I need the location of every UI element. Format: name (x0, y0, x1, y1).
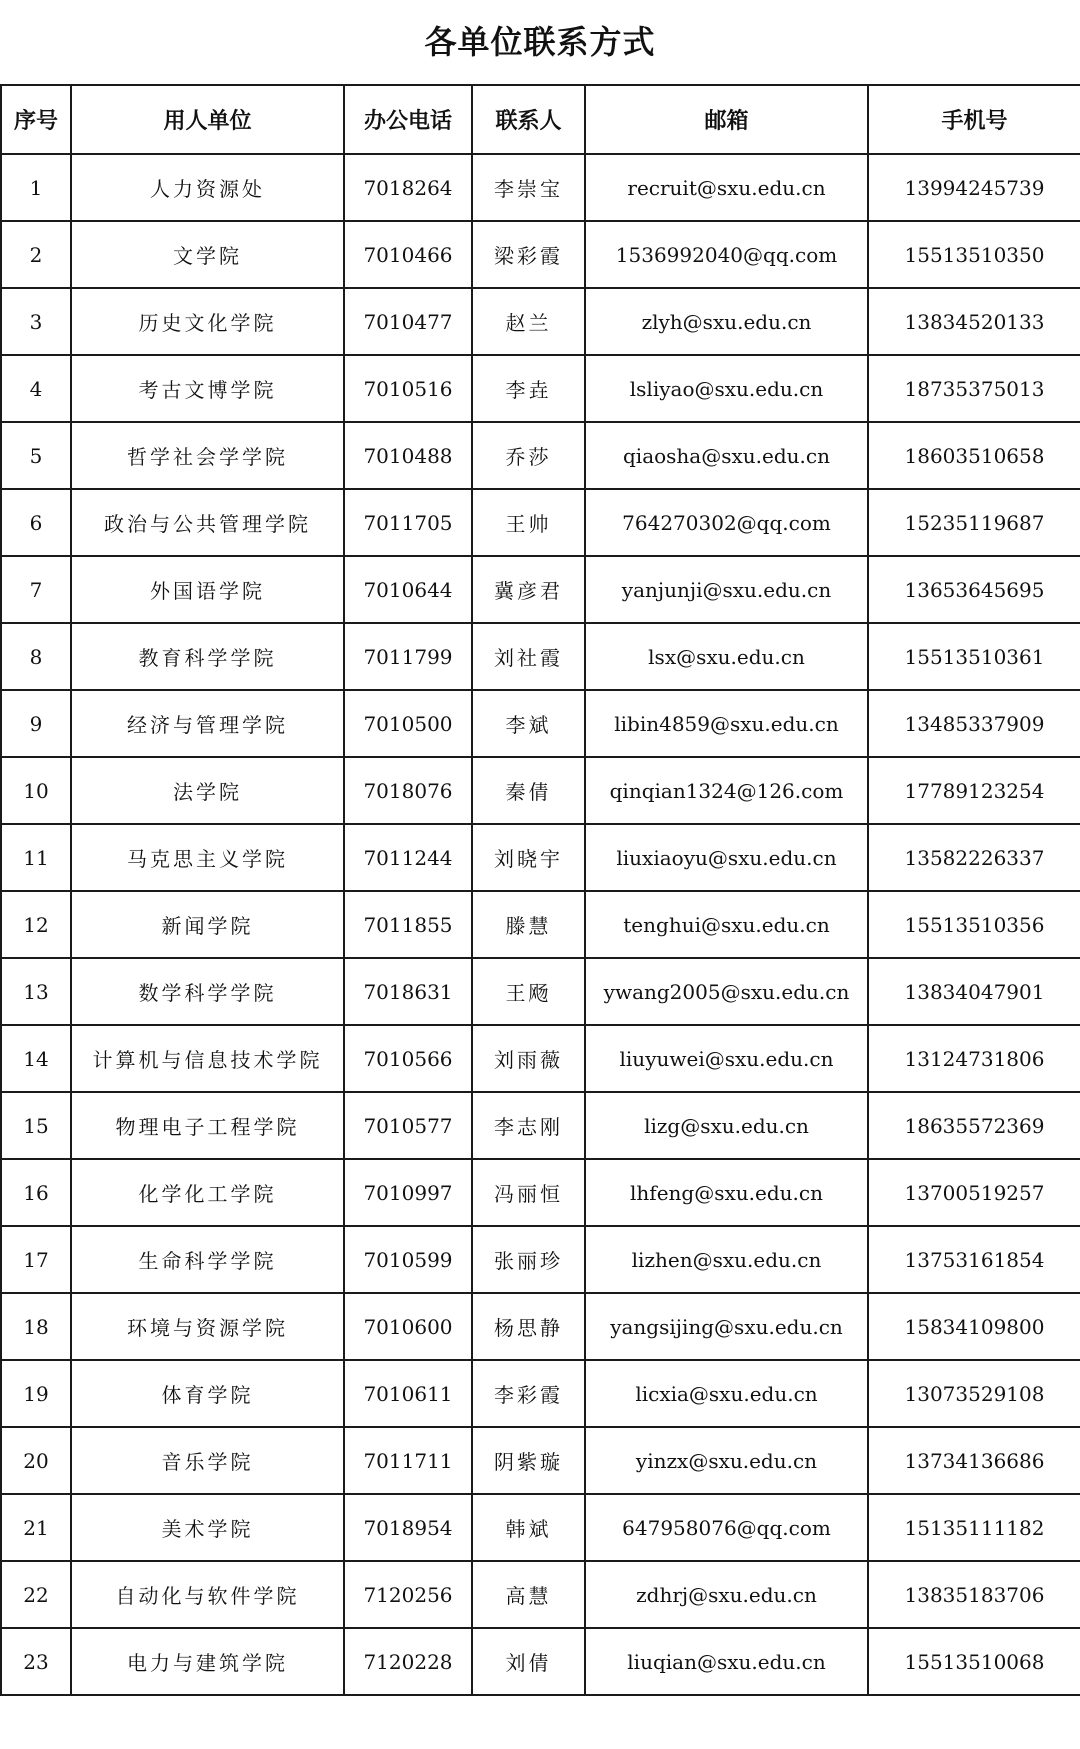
cell-email: tenghui@sxu.edu.cn (585, 891, 868, 958)
cell-mobile: 15513510350 (868, 221, 1080, 288)
cell-mobile: 15513510361 (868, 623, 1080, 690)
cell-email: libin4859@sxu.edu.cn (585, 690, 868, 757)
page-title: 各单位联系方式 (424, 23, 656, 61)
table-row (1, 154, 1080, 221)
cell-unit: 考古文博学院 (71, 355, 344, 422)
cell-contact: 李志刚 (472, 1092, 585, 1159)
cell-office-phone: 7010644 (344, 556, 472, 623)
cell-mobile: 18635572369 (868, 1092, 1080, 1159)
cell-office-phone: 7010611 (344, 1360, 472, 1427)
cell-contact: 冯丽恒 (472, 1159, 585, 1226)
cell-office-phone: 7120256 (344, 1561, 472, 1628)
cell-index: 8 (1, 623, 71, 690)
column-header-contact: 联系人 (472, 85, 585, 154)
cell-unit: 文学院 (71, 221, 344, 288)
table-row (1, 355, 1080, 422)
cell-contact: 阴紫璇 (472, 1427, 585, 1494)
cell-email: 764270302@qq.com (585, 489, 868, 556)
cell-mobile: 15834109800 (868, 1293, 1080, 1360)
table-row (1, 422, 1080, 489)
cell-unit: 物理电子工程学院 (71, 1092, 344, 1159)
cell-unit: 化学化工学院 (71, 1159, 344, 1226)
cell-index: 14 (1, 1025, 71, 1092)
table-row (1, 1293, 1080, 1360)
column-header-unit: 用人单位 (71, 85, 344, 154)
cell-contact: 王飏 (472, 958, 585, 1025)
cell-email: lhfeng@sxu.edu.cn (585, 1159, 868, 1226)
column-header-email: 邮箱 (585, 85, 868, 154)
cell-office-phone: 7010466 (344, 221, 472, 288)
table-row (1, 690, 1080, 757)
cell-office-phone: 7010566 (344, 1025, 472, 1092)
cell-mobile: 13653645695 (868, 556, 1080, 623)
table-row (1, 1226, 1080, 1293)
cell-email: 647958076@qq.com (585, 1494, 868, 1561)
table-row (1, 1494, 1080, 1561)
cell-contact: 刘倩 (472, 1628, 585, 1695)
cell-email: qiaosha@sxu.edu.cn (585, 422, 868, 489)
table-row (1, 1427, 1080, 1494)
cell-unit: 电力与建筑学院 (71, 1628, 344, 1695)
cell-contact: 乔莎 (472, 422, 585, 489)
cell-mobile: 18735375013 (868, 355, 1080, 422)
cell-index: 11 (1, 824, 71, 891)
cell-contact: 滕慧 (472, 891, 585, 958)
cell-office-phone: 7018264 (344, 154, 472, 221)
cell-email: yangsijing@sxu.edu.cn (585, 1293, 868, 1360)
cell-email: zdhrj@sxu.edu.cn (585, 1561, 868, 1628)
cell-index: 9 (1, 690, 71, 757)
table-row (1, 891, 1080, 958)
cell-mobile: 18603510658 (868, 422, 1080, 489)
cell-contact: 秦倩 (472, 757, 585, 824)
cell-office-phone: 7018954 (344, 1494, 472, 1561)
cell-unit: 人力资源处 (71, 154, 344, 221)
cell-office-phone: 7010577 (344, 1092, 472, 1159)
cell-index: 3 (1, 288, 71, 355)
cell-index: 20 (1, 1427, 71, 1494)
cell-index: 13 (1, 958, 71, 1025)
cell-index: 15 (1, 1092, 71, 1159)
table-row (1, 1092, 1080, 1159)
cell-index: 2 (1, 221, 71, 288)
cell-email: liuyuwei@sxu.edu.cn (585, 1025, 868, 1092)
cell-email: licxia@sxu.edu.cn (585, 1360, 868, 1427)
cell-mobile: 13485337909 (868, 690, 1080, 757)
cell-unit: 新闻学院 (71, 891, 344, 958)
cell-office-phone: 7010500 (344, 690, 472, 757)
cell-mobile: 13582226337 (868, 824, 1080, 891)
cell-unit: 体育学院 (71, 1360, 344, 1427)
cell-mobile: 15135111182 (868, 1494, 1080, 1561)
cell-index: 17 (1, 1226, 71, 1293)
table-row (1, 824, 1080, 891)
cell-mobile: 15235119687 (868, 489, 1080, 556)
cell-unit: 环境与资源学院 (71, 1293, 344, 1360)
cell-unit: 历史文化学院 (71, 288, 344, 355)
cell-office-phone: 7011244 (344, 824, 472, 891)
cell-email: lizhen@sxu.edu.cn (585, 1226, 868, 1293)
cell-unit: 经济与管理学院 (71, 690, 344, 757)
table-header-row (1, 85, 1080, 154)
cell-unit: 马克思主义学院 (71, 824, 344, 891)
cell-contact: 李垚 (472, 355, 585, 422)
cell-office-phone: 7010516 (344, 355, 472, 422)
cell-mobile: 13834520133 (868, 288, 1080, 355)
cell-unit: 美术学院 (71, 1494, 344, 1561)
table-row (1, 1159, 1080, 1226)
table-row (1, 489, 1080, 556)
cell-index: 4 (1, 355, 71, 422)
cell-index: 19 (1, 1360, 71, 1427)
cell-contact: 杨思静 (472, 1293, 585, 1360)
cell-email: lizg@sxu.edu.cn (585, 1092, 868, 1159)
cell-contact: 王帅 (472, 489, 585, 556)
cell-email: 1536992040@qq.com (585, 221, 868, 288)
table-row (1, 556, 1080, 623)
cell-email: lsx@sxu.edu.cn (585, 623, 868, 690)
cell-office-phone: 7011855 (344, 891, 472, 958)
cell-index: 1 (1, 154, 71, 221)
cell-office-phone: 7010997 (344, 1159, 472, 1226)
table-row (1, 1025, 1080, 1092)
table-body (1, 154, 1080, 1695)
cell-office-phone: 7018076 (344, 757, 472, 824)
contacts-table (0, 84, 1080, 1696)
cell-unit: 教育科学学院 (71, 623, 344, 690)
cell-mobile: 15513510356 (868, 891, 1080, 958)
cell-mobile: 17789123254 (868, 757, 1080, 824)
cell-index: 18 (1, 1293, 71, 1360)
cell-email: yinzx@sxu.edu.cn (585, 1427, 868, 1494)
cell-email: liuqian@sxu.edu.cn (585, 1628, 868, 1695)
cell-email: zlyh@sxu.edu.cn (585, 288, 868, 355)
table-row (1, 623, 1080, 690)
cell-office-phone: 7010477 (344, 288, 472, 355)
cell-email: liuxiaoyu@sxu.edu.cn (585, 824, 868, 891)
cell-mobile: 13835183706 (868, 1561, 1080, 1628)
cell-unit: 外国语学院 (71, 556, 344, 623)
cell-office-phone: 7018631 (344, 958, 472, 1025)
cell-office-phone: 7011799 (344, 623, 472, 690)
cell-index: 21 (1, 1494, 71, 1561)
cell-index: 10 (1, 757, 71, 824)
cell-index: 5 (1, 422, 71, 489)
cell-contact: 赵兰 (472, 288, 585, 355)
cell-unit: 法学院 (71, 757, 344, 824)
cell-unit: 哲学社会学学院 (71, 422, 344, 489)
cell-contact: 李崇宝 (472, 154, 585, 221)
cell-contact: 刘社霞 (472, 623, 585, 690)
cell-contact: 李彩霞 (472, 1360, 585, 1427)
cell-email: yanjunji@sxu.edu.cn (585, 556, 868, 623)
table-row (1, 1628, 1080, 1695)
cell-mobile: 15513510068 (868, 1628, 1080, 1695)
cell-unit: 生命科学学院 (71, 1226, 344, 1293)
cell-contact: 冀彦君 (472, 556, 585, 623)
cell-index: 7 (1, 556, 71, 623)
cell-mobile: 13734136686 (868, 1427, 1080, 1494)
cell-mobile: 13834047901 (868, 958, 1080, 1025)
cell-contact: 刘雨薇 (472, 1025, 585, 1092)
cell-email: recruit@sxu.edu.cn (585, 154, 868, 221)
cell-office-phone: 7010488 (344, 422, 472, 489)
cell-mobile: 13124731806 (868, 1025, 1080, 1092)
cell-email: qinqian1324@126.com (585, 757, 868, 824)
cell-email: lsliyao@sxu.edu.cn (585, 355, 868, 422)
table-row (1, 1360, 1080, 1427)
cell-office-phone: 7011705 (344, 489, 472, 556)
cell-contact: 梁彩霞 (472, 221, 585, 288)
cell-mobile: 13753161854 (868, 1226, 1080, 1293)
cell-index: 23 (1, 1628, 71, 1695)
cell-email: ywang2005@sxu.edu.cn (585, 958, 868, 1025)
cell-contact: 张丽珍 (472, 1226, 585, 1293)
cell-unit: 自动化与软件学院 (71, 1561, 344, 1628)
cell-contact: 李斌 (472, 690, 585, 757)
cell-office-phone: 7010600 (344, 1293, 472, 1360)
column-header-office-phone: 办公电话 (344, 85, 472, 154)
cell-index: 16 (1, 1159, 71, 1226)
cell-contact: 韩斌 (472, 1494, 585, 1561)
table-row (1, 1561, 1080, 1628)
cell-index: 12 (1, 891, 71, 958)
cell-mobile: 13994245739 (868, 154, 1080, 221)
cell-index: 22 (1, 1561, 71, 1628)
cell-unit: 政治与公共管理学院 (71, 489, 344, 556)
cell-contact: 高慧 (472, 1561, 585, 1628)
cell-index: 6 (1, 489, 71, 556)
table-row (1, 757, 1080, 824)
table-row (1, 958, 1080, 1025)
cell-office-phone: 7010599 (344, 1226, 472, 1293)
column-header-index: 序号 (1, 85, 71, 154)
cell-mobile: 13073529108 (868, 1360, 1080, 1427)
cell-mobile: 13700519257 (868, 1159, 1080, 1226)
cell-contact: 刘晓宇 (472, 824, 585, 891)
cell-office-phone: 7120228 (344, 1628, 472, 1695)
cell-unit: 音乐学院 (71, 1427, 344, 1494)
cell-office-phone: 7011711 (344, 1427, 472, 1494)
column-header-mobile: 手机号 (868, 85, 1080, 154)
table-row (1, 221, 1080, 288)
cell-unit: 数学科学学院 (71, 958, 344, 1025)
table-row (1, 288, 1080, 355)
cell-unit: 计算机与信息技术学院 (71, 1025, 344, 1092)
